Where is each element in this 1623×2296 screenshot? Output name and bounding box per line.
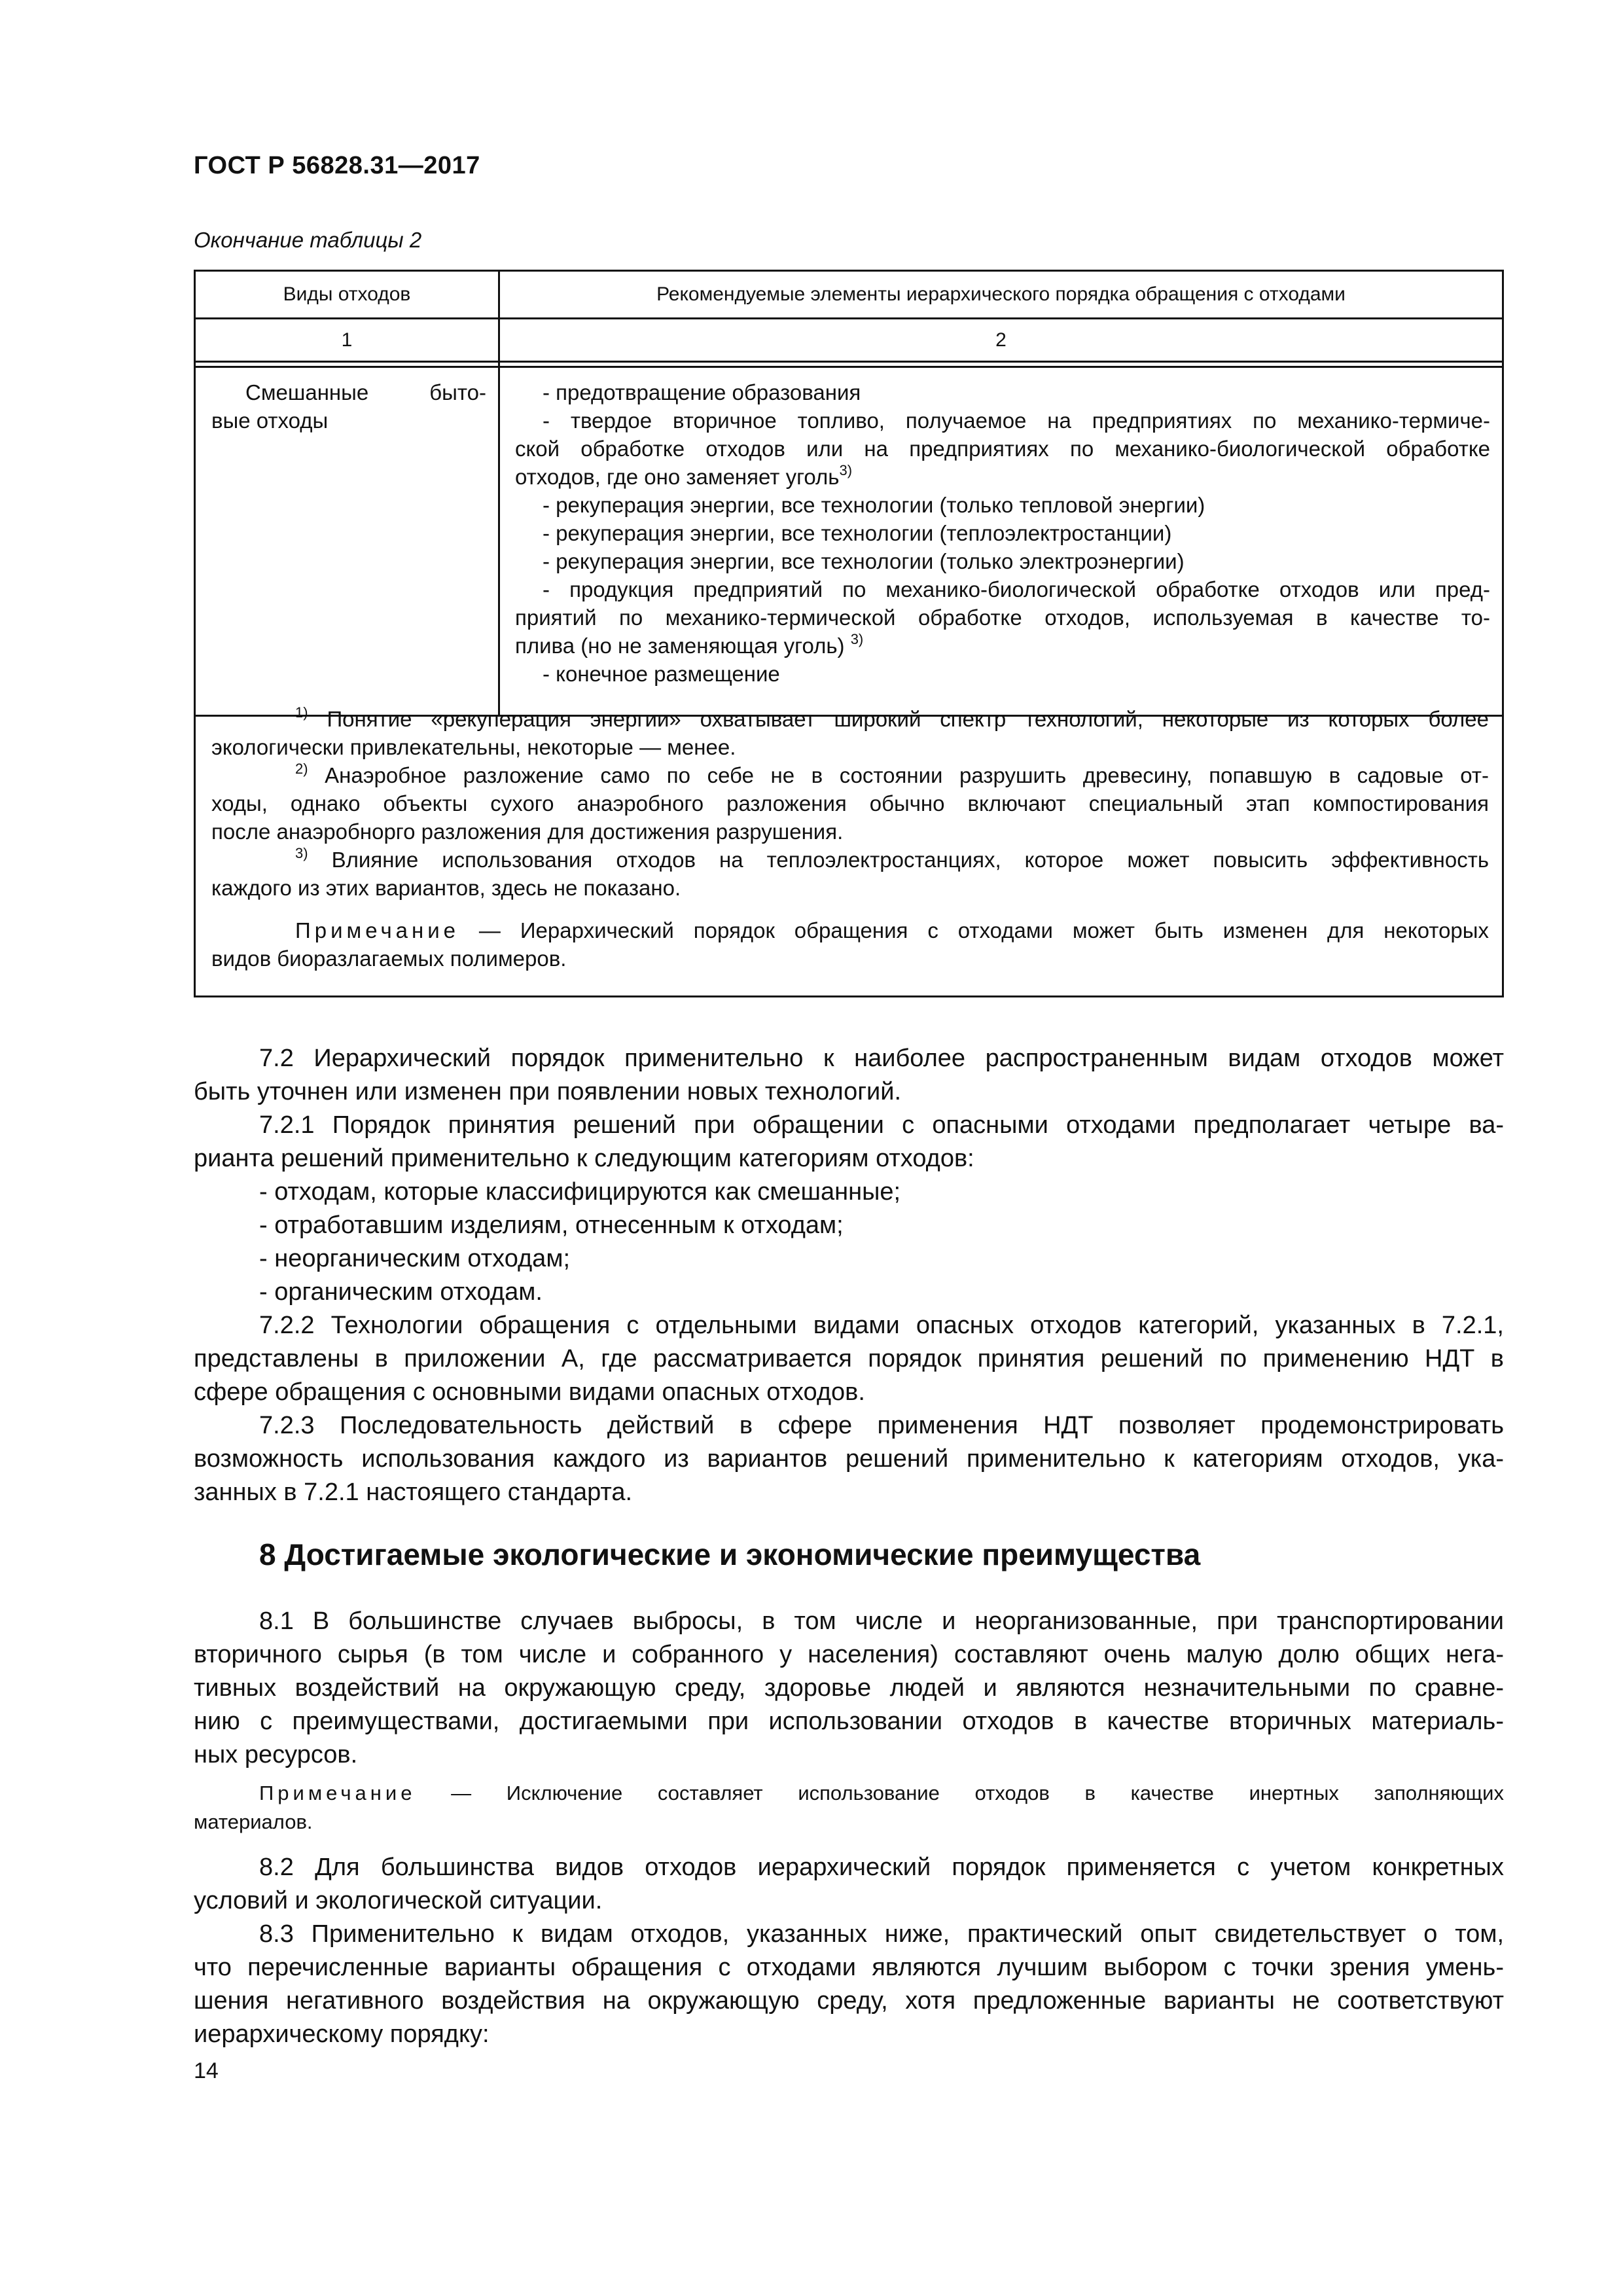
- list-item: - твердое вторичное топливо, получаемое на предприятиях по механико-термиче-: [543, 408, 1490, 433]
- paragraph-7-2-3: 7.2.3 Последовательность действий в сфере применения НДТ позволяет продемонстрировать: [259, 1412, 1504, 1439]
- waste-type-cell: Смешанные быто- вые отходы: [211, 380, 486, 433]
- paragraph-8-2: 8.2 Для большинства видов отходов иерархический порядок применяется с учетом конкретных: [259, 1854, 1504, 1881]
- waste-hierarchy-table: [194, 270, 1504, 997]
- list-item: - отработавшим изделиям, отнесенным к отходам;: [259, 1211, 844, 1239]
- list-item: - предотвращение образования: [543, 380, 861, 404]
- footnote-3: $^{3)}$ Влияние использования отходов на теплоэлектростанциях, которое может повысить эффективность: [295, 846, 1489, 872]
- list-item-cont: ской обработке отходов или на предприятиях по механико-биологической обработке: [515, 437, 1490, 461]
- col1-header: Виды отходов: [283, 283, 411, 305]
- paragraphs-8-2-8-3: 8.2 Для большинства видов отходов иерархический порядок применяется с учетом конкретных условий и экологической ситуации. 8.3 Применительно к видам отходов, указанных ниже, практический опыт свидетельствует о том, что перечисленные варианты обращения с отходами являются лучшим выбором с точки зрения умень- шения негативного воздействия на окружающую среду, хотя предложенные варианты не соответствуют иерархическому порядку:: [194, 1851, 1504, 2051]
- table-footnotes: $^{1)}$ Понятие «рекуперация энергии» охватывает широкий спектр технологий, некоторые из которых более экологически привлекательны, некоторые — менее. $^{2)}$ Анаэробное разложение само по себе не в состоянии разрушить древесину, попавшую в садовые от- ходы, однако объекты сухого анаэробного разложения обычно включают специальный этап компостирования после анаэробнорго разложения для достижения разрушения. $^{3)}$ Влияние использования отходов на теплоэлектростанциях, которое может повысить эффективность каждого из этих вариантов, здесь не показано. Примечание — Иерархический порядок обращения с отходами может быть изменен для некоторых видов биоразлагаемых полимеров.: [211, 705, 1489, 971]
- list-item-cont: приятий по механико-термической обработке отходов, используемая в качестве то-: [515, 605, 1490, 630]
- list-item-cont: плива (но не заменяющая уголь) $^{3)}$: [515, 632, 864, 658]
- col1-number: 1: [341, 329, 353, 351]
- list-item: - органическим отходам.: [259, 1278, 543, 1306]
- table-num-divider-2: [196, 366, 1502, 368]
- table-note: Примечание — Иерархический порядок обращения с отходами может быть изменен для некоторых: [295, 918, 1489, 942]
- footnote-1: $^{1)}$ Понятие «рекуперация энергии» охватывает широкий спектр технологий, некоторые из которых более: [295, 705, 1489, 731]
- paragraph-8-3: 8.3 Применительно к видам отходов, указанных ниже, практический опыт свидетельствует о том,: [259, 1920, 1504, 1948]
- col2-header: Рекомендуемые элементы иерархического порядка обращения с отходами: [656, 283, 1346, 305]
- table-caption: Окончание таблицы 2: [194, 228, 422, 252]
- paragraph-7-2: 7.2 Иерархический порядок применительно к наиболее распространенным видам отходов может: [259, 1045, 1504, 1072]
- paragraph-7-2-2: 7.2.2 Технологии обращения с отдельными видами опасных отходов категорий, указанных в 7.2.1,: [259, 1312, 1504, 1339]
- section-8-note: Примечание — Исключение составляет использование отходов в качестве инертных заполняющих материалов.: [194, 1782, 1504, 1833]
- list-item: - отходам, которые классифицируются как смешанные;: [259, 1178, 901, 1206]
- document-header: ГОСТ Р 56828.31—2017: [194, 152, 480, 179]
- list-item: - конечное размещение: [543, 662, 780, 686]
- list-item: - рекуперация энергии, все технологии (теплоэлектростанции): [543, 521, 1172, 545]
- list-item: - рекуперация энергии, все технологии (только электроэнергии): [543, 549, 1185, 573]
- table-header-divider: [196, 317, 1502, 319]
- list-item: - рекуперация энергии, все технологии (только тепловой энергии): [543, 493, 1205, 517]
- list-item: - неорганическим отходам;: [259, 1245, 570, 1272]
- page-number: 14: [194, 2058, 219, 2083]
- list-item-cont: отходов, где оно заменяет уголь$^{3)}$: [515, 463, 853, 489]
- col2-number: 2: [995, 329, 1007, 351]
- section-8-title: 8 Достигаемые экологические и экономические преимущества: [259, 1537, 1201, 1571]
- list-item: - продукция предприятий по механико-биологической обработке отходов или пред-: [543, 577, 1490, 601]
- table-num-divider-1: [196, 361, 1502, 363]
- footnote-2: $^{2)}$ Анаэробное разложение само по себе не в состоянии разрушить древесину, попавшую в садовые от-: [295, 761, 1489, 787]
- section-7-text: 7.2 Иерархический порядок применительно к наиболее распространенным видам отходов может быть уточнен или изменен при появлении новых технологий. 7.2.1 Порядок принятия решений при обращении с опасными отходами предполагает четыре ва- рианта решений применительно к следующим категориям отходов: - отходам, которые классифицируются как смешанные; - отработавшим изделиям, отнесенным к отходам; - неорганическим отходам; - органическим отходам. 7.2.2 Технологии обращения с отдельными видами опасных отходов категорий, указанных в 7.2.1, представлены в приложении А, где рассматривается порядок принятия решений по применению НДТ в сфере обращения с основными видами опасных отходов. 7.2.3 Последовательность действий в сфере применения НДТ позволяет продемонстрировать возможность использования каждого из вариантов решений применительно к категориям отходов, ука- занных в 7.2.1 настоящего стандарта.: [194, 1042, 1504, 1509]
- paragraph-7-2-1: 7.2.1 Порядок принятия решений при обращении с опасными отходами предполагает четыре ва-: [259, 1111, 1504, 1139]
- paragraph-8-1: 8.1 В большинстве случаев выбросы, в том числе и неорганизованные, при транспортировании вторичного сырья (в том числе и собранного у населения) составляют очень малую долю общих нега- тивных воздействий на окружающую среду, здоровье людей и являются незначительными по сравне- нию с преимуществами, достигаемыми при использовании отходов в качестве вторичных материаль- ных ресурсов.: [194, 1607, 1504, 1768]
- hierarchy-elements-cell: [515, 378, 1490, 688]
